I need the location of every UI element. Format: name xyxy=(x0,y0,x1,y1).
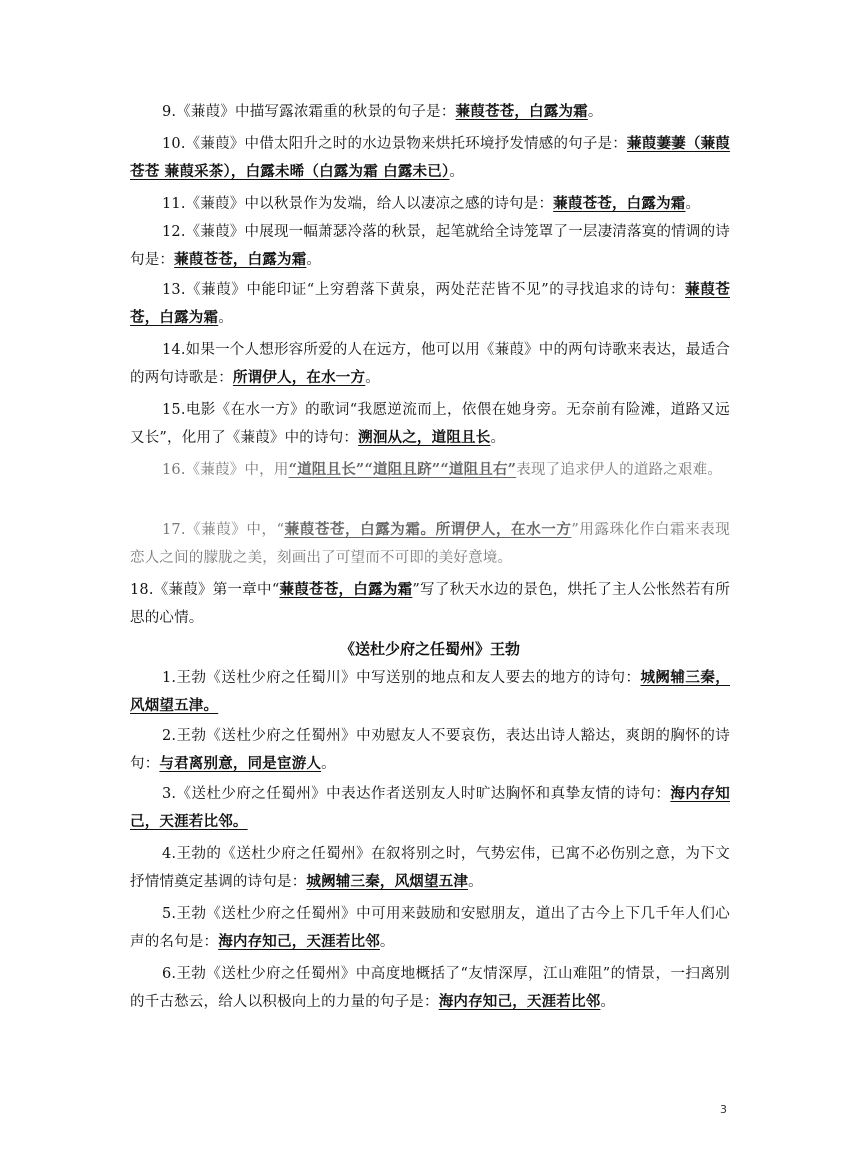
answer-text: 蒹葭苍苍，白露为霜 xyxy=(553,195,686,212)
answer-text: 蒹葭苍苍，白露为霜 xyxy=(174,251,307,268)
question-item: 15.电影《在水一方》的歌词“我愿逆流而上，依偎在她身旁。无奈前有险滩，道路又远又长”，化用了《蒹葭》中的诗句：溯洄从之，道阻且长。 xyxy=(130,402,730,446)
question-item: 3.《送杜少府之任蜀州》中表达作者送别友人时旷达胸怀和真挚友情的诗句：海内存知己，天涯若比邻。 xyxy=(130,785,730,830)
question-item: 18.《蒹葭》第一章中“蒹葭苍苍，白露为霜”写了秋天水边的景色，烘托了主人公怅然若有所思的心情。 xyxy=(130,581,730,626)
question-item: 13.《蒹葭》中能印证“上穷碧落下黄泉，两处茫茫皆不见”的寻找追求的诗句：蒹葭苍苍，白露为霜。 xyxy=(130,281,730,326)
question-item: 9.《蒹葭》中描写露浓霜重的秋景的句子是：蒹葭苍苍，白露为霜。 xyxy=(162,103,603,120)
answer-text: 蒹葭苍苍，白露为霜。所谓伊人，在水一方 xyxy=(284,521,572,538)
answer-text: 城阙辅三秦，风烟望五津。 xyxy=(130,669,731,714)
answer-text: 与君离别意，同是宦游人 xyxy=(159,755,322,772)
answer-text: 蒹葭苍苍，白露为霜 xyxy=(455,103,588,120)
question-item: 11.《蒹葭》中以秋景作为发端，给人以凄凉之感的诗句是：蒹葭苍苍，白露为霜。 xyxy=(162,195,701,212)
question-item: 16.《蒹葭》中，用“道阻且长”“道阻且跻”“道阻且右”表现了追求伊人的道路之艰难。 xyxy=(162,461,723,478)
question-item: 14.如果一个人想形容所爱的人在远方，他可以用《蒹葭》中的两句诗歌来表达，最适合的两句诗歌是：所谓伊人，在水一方。 xyxy=(130,342,730,386)
page-number: 3 xyxy=(720,1103,727,1116)
answer-text: 城阙辅三秦，风烟望五津 xyxy=(306,873,469,890)
question-item: 4.王勃的《送杜少府之任蜀州》在叙将别之时，气势宏伟，已寓不必伤别之意，为下文抒情情奠定基调的诗句是：城阙辅三秦，风烟望五津。 xyxy=(130,846,730,890)
question-item: 5.王勃《送杜少府之任蜀州》中可用来鼓励和安慰朋友，道出了古今上下几千年人们心声的名句是：海内存知己，天涯若比邻。 xyxy=(130,906,730,950)
question-item: 6.王勃《送杜少府之任蜀州》中高度地概括了“友情深厚，江山难阻”的情景，一扫离别的千古愁云，给人以积极向上的力量的句子是：海内存知己，天涯若比邻。 xyxy=(130,966,730,1010)
answer-text: 海内存知己，天涯若比邻 xyxy=(438,993,601,1010)
answer-text: 蒹葭苍苍，白露为霜 xyxy=(279,581,413,598)
question-item: 1.王勃《送杜少府之任蜀川》中写送别的地点和友人要去的地方的诗句：城阙辅三秦，风烟望五津。 xyxy=(130,669,731,714)
answer-text: 蒹葭萋萋（蒹葭苍苍 蒹葭采茶），白露未晞（白露为霜 白露未已） xyxy=(130,135,730,180)
answer-text: 蒹葭苍苍，白露为霜 xyxy=(130,281,730,326)
question-item: 17.《蒹葭》中，“蒹葭苍苍，白露为霜。所谓伊人，在水一方”用露珠化作白霜来表现恋人之间的朦胧之美，刻画出了可望而不可即的美好意境。 xyxy=(130,521,730,566)
question-item: 12.《蒹葭》中展现一幅萧瑟冷落的秋景，起笔就给全诗笼罩了一层凄清落寞的情调的诗句是：蒹葭苍苍，白露为霜。 xyxy=(130,224,730,268)
answer-text: 所谓伊人，在水一方 xyxy=(232,369,366,386)
answer-text: 溯洄从之，道阻且长 xyxy=(358,429,491,446)
section-title: 《送杜少府之任蜀州》王勃 xyxy=(339,640,520,658)
question-item: 10.《蒹葭》中借太阳升之时的水边景物来烘托环境抒发情感的句子是：蒹葭萋萋（蒹葭苍苍 蒹葭采茶），白露未晞（白露为霜 白露未已）。 xyxy=(130,135,730,180)
answer-text: “道阻且长”“道阻且跻”“道阻且右” xyxy=(288,461,517,478)
answer-text: 海内存知己，天涯若比邻 xyxy=(218,933,380,950)
answer-text: 海内存知己，天涯若比邻。 xyxy=(130,785,730,830)
question-item: 2.王勃《送杜少府之任蜀州》中劝慰友人不要哀伤，表达出诗人豁达，爽朗的胸怀的诗句：与君离别意，同是宦游人。 xyxy=(130,728,730,772)
